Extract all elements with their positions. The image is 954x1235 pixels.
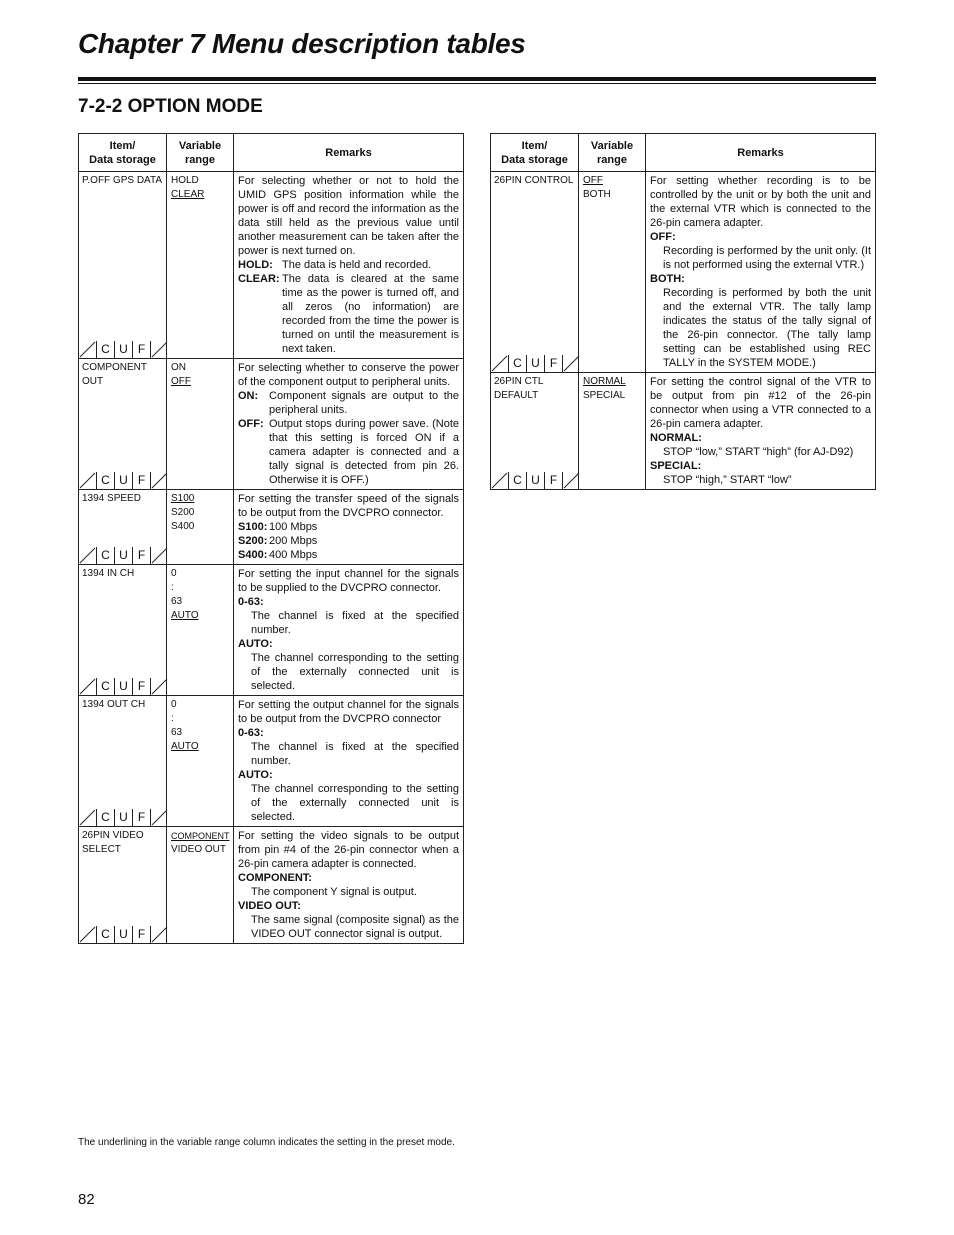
header-item-label: Item/ Data storage	[89, 139, 156, 166]
range-option-default: OFF	[583, 175, 603, 186]
diagonal-slash-icon	[79, 341, 96, 358]
range-option: BOTH	[583, 189, 611, 200]
remarks-cell	[646, 172, 876, 373]
cuf-storage-indicator	[491, 472, 580, 489]
cuf-u: U	[114, 547, 132, 564]
range-option: 63	[171, 727, 183, 738]
diagonal-slash-icon	[151, 809, 168, 826]
cuf-u: U	[114, 926, 132, 943]
cuf-u: U	[114, 341, 132, 358]
cuf-f: F	[132, 547, 150, 564]
range-option: 63	[171, 596, 183, 607]
range-option: HOLD	[171, 175, 199, 186]
header-remarks-label: Remarks	[325, 146, 372, 159]
header-variable-label: Variable range	[590, 139, 634, 166]
cuf-u: U	[114, 678, 132, 695]
cuf-u: U	[526, 472, 544, 489]
block-heading: COMPONENT:	[238, 872, 312, 884]
item-name: 26PIN VIDEO SELECT	[82, 830, 144, 855]
range-option-default: COMPONENT	[171, 831, 230, 841]
item-cell	[491, 172, 579, 373]
cuf-storage-indicator	[79, 472, 168, 489]
remarks-cell	[234, 565, 464, 696]
speed-key: S200:	[238, 535, 268, 547]
block-text: Recording is performed by both the unit and the external VTR. The tally lamp indicates the status of the tally signal of the 26-pin connector. (The tally lamp setting can be established using REC TALLY in the SYSTEM MODE.)	[663, 287, 871, 369]
remarks-def	[238, 258, 459, 272]
diagonal-slash-icon	[491, 472, 508, 489]
range-option-default: AUTO	[171, 610, 199, 621]
header-remarks	[234, 134, 464, 172]
remarks-intro: For setting the output channel for the signals to be output from the DVCPRO connector	[238, 699, 459, 725]
cuf-u: U	[526, 355, 544, 372]
item-cell	[79, 172, 167, 359]
header-variable-label: Variable range	[178, 139, 222, 166]
speed-key: S400:	[238, 549, 268, 561]
range-option-default: CLEAR	[171, 189, 205, 200]
diagonal-slash-icon	[151, 341, 168, 358]
table-row	[491, 373, 876, 490]
range-option: ON	[171, 362, 186, 373]
title-rule-thin	[78, 83, 876, 84]
block-text: The component Y signal is output.	[251, 886, 417, 898]
cuf-storage-indicator	[79, 678, 168, 695]
cuf-u: U	[114, 809, 132, 826]
variable-range-cell	[167, 827, 234, 944]
range-option: SPECIAL	[583, 390, 626, 401]
cuf-storage-indicator	[79, 341, 168, 358]
remarks-cell	[234, 827, 464, 944]
remarks-def	[238, 417, 459, 487]
table-row	[491, 172, 876, 373]
item-name: 26PIN CONTROL	[494, 175, 574, 186]
cuf-f: F	[132, 472, 150, 489]
block-heading: 0-63:	[238, 727, 264, 739]
item-name: P.OFF GPS DATA	[82, 175, 163, 186]
header-variable	[579, 134, 646, 172]
def-text: The data is held and recorded.	[282, 259, 432, 271]
option-mode-table-right	[490, 133, 876, 490]
remarks-cell	[234, 172, 464, 359]
variable-range-cell	[167, 172, 234, 359]
header-item	[79, 134, 167, 172]
block-heading: OFF:	[650, 231, 676, 243]
cuf-c: C	[96, 472, 114, 489]
variable-range-cell	[167, 696, 234, 827]
page-number: 82	[78, 1191, 95, 1208]
range-option: 0	[171, 699, 177, 710]
diagonal-slash-icon	[79, 472, 96, 489]
speed-key: S100:	[238, 521, 268, 533]
cuf-storage-indicator	[79, 926, 168, 943]
item-name: 26PIN CTL DEFAULT	[494, 376, 544, 401]
cuf-c: C	[96, 678, 114, 695]
remarks-intro: For setting the transfer speed of the signals to be output from the DVCPRO connector.	[238, 493, 459, 519]
cuf-f: F	[544, 355, 562, 372]
remarks-cell	[234, 490, 464, 565]
cuf-c: C	[96, 809, 114, 826]
cuf-u: U	[114, 472, 132, 489]
cuf-trailing	[562, 355, 580, 372]
block-heading: AUTO:	[238, 769, 273, 781]
def-key: HOLD:	[238, 259, 273, 271]
table-row	[79, 827, 464, 944]
item-cell	[79, 565, 167, 696]
remarks-intro: For setting the control signal of the VTR to be output from pin #12 of the 26-pin connector when using a VTR connected to a 26-pin camera adapter.	[650, 376, 871, 430]
cuf-storage-indicator	[491, 355, 580, 372]
cuf-f: F	[132, 341, 150, 358]
header-remarks	[646, 134, 876, 172]
item-name: 1394 SPEED	[82, 493, 141, 504]
section-title: 7-2-2 OPTION MODE	[78, 96, 263, 117]
block-text: STOP “low,” START “high” (for AJ-D92)	[663, 446, 854, 458]
block-text: STOP “high,” START “low”	[663, 474, 792, 486]
diagonal-slash-icon	[79, 547, 96, 564]
cuf-c: C	[508, 472, 526, 489]
table-row	[79, 490, 464, 565]
cuf-c: C	[96, 547, 114, 564]
chapter-title: Chapter 7 Menu description tables	[78, 28, 526, 59]
range-option-default: S100	[171, 493, 195, 504]
remarks-def	[238, 272, 459, 356]
header-variable	[167, 134, 234, 172]
remarks-intro: For setting whether recording is to be controlled by the unit or by both the unit and the external VTR which is connected to the 26-pin camera adapter.	[650, 175, 871, 229]
cuf-trailing	[562, 472, 580, 489]
cuf-storage-indicator	[79, 809, 168, 826]
block-text: The same signal (composite signal) as the VIDEO OUT connector signal is output.	[251, 914, 459, 940]
diagonal-slash-icon	[79, 678, 96, 695]
cuf-c: C	[96, 341, 114, 358]
cuf-f: F	[132, 926, 150, 943]
cuf-f: F	[132, 809, 150, 826]
item-name: COMPONENT OUT	[82, 362, 147, 387]
variable-range-cell	[167, 359, 234, 490]
def-text: Output stops during power save. (Note that this setting is forced ON if a camera adapter is connected and a tally signal is detected from pin 26. Otherwise it is OFF.)	[269, 418, 459, 486]
block-text: The channel corresponding to the setting of the externally connected unit is selected.	[251, 783, 459, 823]
def-text: The data is cleared at the same time as the power is turned off, and all zeros (no information) are recorded from the time the power is turned on until the measurement is next taken.	[282, 273, 459, 355]
block-heading: SPECIAL:	[650, 460, 702, 472]
block-heading: AUTO:	[238, 638, 273, 650]
cuf-trailing	[150, 341, 168, 358]
remarks-intro: For selecting whether or not to hold the UMID GPS position information while the power is off and record the information as the data still held as the previous value until another measurement can be taken after the power is next turned on.	[238, 175, 459, 257]
footnote: The underlining in the variable range column indicates the setting in the preset mode.	[78, 1137, 455, 1148]
variable-range-cell	[579, 373, 646, 490]
speed-def	[238, 534, 459, 548]
range-option-default: AUTO	[171, 741, 199, 752]
title-rule-thick	[78, 77, 876, 81]
diagonal-slash-icon	[563, 472, 580, 489]
def-key: OFF:	[238, 418, 264, 430]
diagonal-slash-icon	[151, 678, 168, 695]
speed-text: 200 Mbps	[269, 535, 318, 547]
item-cell	[491, 373, 579, 490]
range-option-default: NORMAL	[583, 376, 626, 387]
speed-def	[238, 520, 459, 534]
item-cell	[79, 359, 167, 490]
variable-range-cell	[167, 565, 234, 696]
header-item-label: Item/ Data storage	[501, 139, 568, 166]
header-item	[491, 134, 579, 172]
cuf-storage-indicator	[79, 547, 168, 564]
table-row	[79, 696, 464, 827]
speed-text: 400 Mbps	[269, 549, 318, 561]
diagonal-slash-icon	[491, 355, 508, 372]
item-cell	[79, 696, 167, 827]
remarks-intro: For setting the input channel for the signals to be supplied to the DVCPRO connector.	[238, 568, 459, 594]
cuf-f: F	[132, 678, 150, 695]
table-header-row	[79, 134, 464, 172]
cuf-trailing	[150, 678, 168, 695]
cuf-c: C	[96, 926, 114, 943]
range-option: :	[171, 582, 174, 593]
speed-def	[238, 548, 459, 562]
cuf-f: F	[544, 472, 562, 489]
block-heading: NORMAL:	[650, 432, 702, 444]
range-option: S200	[171, 507, 195, 518]
def-text: Component signals are output to the peripheral units.	[269, 390, 459, 416]
table-row	[79, 359, 464, 490]
cuf-c: C	[508, 355, 526, 372]
variable-range-cell	[579, 172, 646, 373]
cuf-trailing	[150, 809, 168, 826]
diagonal-slash-icon	[151, 926, 168, 943]
remarks-cell	[234, 696, 464, 827]
block-text: Recording is performed by the unit only. (It is not performed using the external VTR.)	[663, 245, 871, 271]
remarks-intro: For setting the video signals to be output from pin #4 of the 26-pin connector when a 26-pin camera adapter is connected.	[238, 830, 459, 870]
option-mode-table-left	[78, 133, 464, 944]
item-cell	[79, 827, 167, 944]
diagonal-slash-icon	[79, 926, 96, 943]
range-option: 0	[171, 568, 177, 579]
remarks-intro: For selecting whether to conserve the power of the component output to peripheral units.	[238, 362, 459, 388]
block-heading: BOTH:	[650, 273, 685, 285]
cuf-trailing	[150, 926, 168, 943]
item-name: 1394 IN CH	[82, 568, 135, 579]
def-key: ON:	[238, 390, 259, 402]
header-remarks-label: Remarks	[737, 146, 784, 159]
block-text: The channel is fixed at the specified number.	[251, 741, 459, 767]
diagonal-slash-icon	[151, 472, 168, 489]
block-heading: VIDEO OUT:	[238, 900, 301, 912]
cuf-trailing	[150, 472, 168, 489]
table-header-row	[491, 134, 876, 172]
range-option: VIDEO OUT	[171, 844, 227, 855]
range-option-default: OFF	[171, 376, 191, 387]
remarks-def	[238, 389, 459, 417]
range-option: :	[171, 713, 174, 724]
item-cell	[79, 490, 167, 565]
diagonal-slash-icon	[79, 809, 96, 826]
table-row	[79, 565, 464, 696]
item-name: 1394 OUT CH	[82, 699, 146, 710]
remarks-cell	[234, 359, 464, 490]
table-row	[79, 172, 464, 359]
diagonal-slash-icon	[563, 355, 580, 372]
cuf-trailing	[150, 547, 168, 564]
block-text: The channel corresponding to the setting of the externally connected unit is selected.	[251, 652, 459, 692]
remarks-cell	[646, 373, 876, 490]
block-text: The channel is fixed at the specified number.	[251, 610, 459, 636]
speed-text: 100 Mbps	[269, 521, 318, 533]
block-heading: 0-63:	[238, 596, 264, 608]
range-option: S400	[171, 521, 195, 532]
def-key: CLEAR:	[238, 273, 280, 285]
variable-range-cell	[167, 490, 234, 565]
diagonal-slash-icon	[151, 547, 168, 564]
